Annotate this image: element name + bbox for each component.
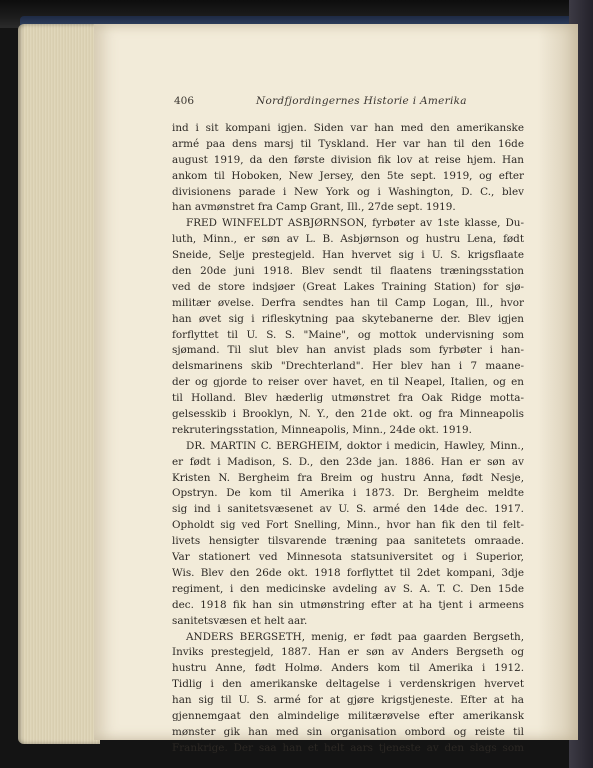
text-line: ANDERS BERGSETH, menig, er født paa gaarden Bergseth,	[186, 630, 524, 643]
text-line: rekruteringsstation, Minneapolis, Minn., 24de okt. 1919.	[172, 423, 472, 436]
text-line: Inviks prestegjeld, 1887. Han er søn av Anders Bergseth og	[172, 646, 524, 659]
text-line: sanitetsvæsen et helt aar.	[172, 614, 308, 627]
text-line: FRED WINFELDT ASBJØRNSON, fyrbøter av 1ste klasse, Du-	[186, 217, 524, 230]
text-line: ind i sit kompani igjen. Siden var han med den amerikanske	[172, 122, 524, 134]
text-line: til Holland. Blev hæderlig utmønstret fra Oak Ridge motta-	[172, 392, 524, 405]
text-line: Frankrige. Der saa han et helt aars tjeneste av den slags som	[172, 741, 524, 754]
text-line: hustru Anne, født Holmø. Anders kom til Amerika i 1912.	[172, 662, 524, 675]
text-line: der og gjorde to reiser over havet, en til Neapel, Italien, og en	[172, 376, 524, 389]
page-header	[174, 95, 534, 111]
text-line: ved de store indsjøer (Great Lakes Training Station) for sjø-	[172, 280, 524, 293]
text-line: Sneide, Selje prestegjeld. Han hvervet sig i U. S. krigsflaate	[172, 249, 524, 262]
text-line: Opholdt sig ved Fort Snelling, Minn., hvor han fik den til felt-	[172, 519, 524, 532]
text-line: dec. 1918 fik han sin utmønstring efter at ha tjent i armeens	[172, 598, 524, 611]
text-line: regiment, i den medicinske avdeling av S. A. T. C. Den 15de	[172, 582, 524, 595]
text-line: livets hensigter tilsvarende træning paa sanitetets omraade.	[172, 535, 524, 548]
text-line: den 20de juni 1918. Blev sendt til flaatens træningsstation	[172, 265, 524, 278]
book-page	[94, 24, 578, 754]
text-line: august 1919, da den første division fik lov at reise hjem. Han	[172, 153, 524, 166]
text-line: han sig til U. S. armé for at gjøre krigstjeneste. Efter at ha	[172, 694, 524, 707]
page-edges	[18, 24, 100, 744]
text-line: divisionens parade i New York og i Washington, D. C., blev	[172, 185, 524, 198]
text-line: Tidlig i den amerikanske deltagelse i verdenskrigen hvervet	[172, 678, 524, 691]
page-number: 406	[174, 95, 195, 107]
text-line: ankom til Hoboken, New Jersey, den 5te sept. 1919, og efter	[172, 169, 524, 182]
running-title: Nordfjordingernes Historie i Amerika	[256, 95, 467, 107]
text-line: Wis. Blev den 26de okt. 1918 forflyttet til 2det kompani, 3dje	[172, 566, 524, 579]
text-line: gelsesskib i Brooklyn, N. Y., den 21de okt. og fra Minneapolis	[172, 408, 524, 421]
text-line: Kristen N. Bergheim fra Breim og hustru Anna, født Nesje,	[172, 471, 524, 484]
text-line: mønster gik han med sin organisation ombord og reiste til	[172, 725, 524, 738]
text-line: han avmønstret fra Camp Grant, Ill., 27de sept. 1919.	[172, 201, 456, 214]
text-line: DR. MARTIN C. BERGHEIM, doktor i medicin, Hawley, Minn.,	[186, 439, 524, 452]
text-line: han øvet sig i rifleskytning paa skytebanerne der. Blev igjen	[172, 312, 524, 325]
page-body-text	[172, 121, 524, 757]
text-line: forflyttet til U. S. S. "Maine", og mottok undervisning som	[172, 328, 524, 341]
page-shadow	[538, 24, 578, 740]
text-line: Opstryn. De kom til Amerika i 1873. Dr. Bergheim meldte	[172, 487, 524, 500]
text-line: armé paa dens marsj til Tyskland. Her var han til den 16de	[172, 137, 524, 150]
text-line: sig ind i sanitetsvæsenet av U. S. armé den 14de dec. 1917.	[172, 503, 524, 516]
text-line: delsmarinens skib "Drechterland". Her blev han i 7 maane-	[172, 360, 524, 373]
text-line: er født i Madison, S. D., den 23de jan. 1886. Han er søn av	[172, 455, 524, 468]
text-line: Var stationert ved Minnesota statsuniversitet og i Superior,	[172, 551, 524, 564]
text-line: militær øvelse. Derfra sendtes han til Camp Logan, Ill., hvor	[172, 296, 524, 309]
text-line: gjennemgaat den almindelige militærøvelse efter amerikansk	[172, 709, 524, 722]
text-line: sjømand. Til slut blev han anvist plads som fyrbøter i han-	[172, 344, 524, 357]
text-line: luth, Minn., er søn av L. B. Asbjørnson og hustru Lena, født	[172, 233, 524, 246]
